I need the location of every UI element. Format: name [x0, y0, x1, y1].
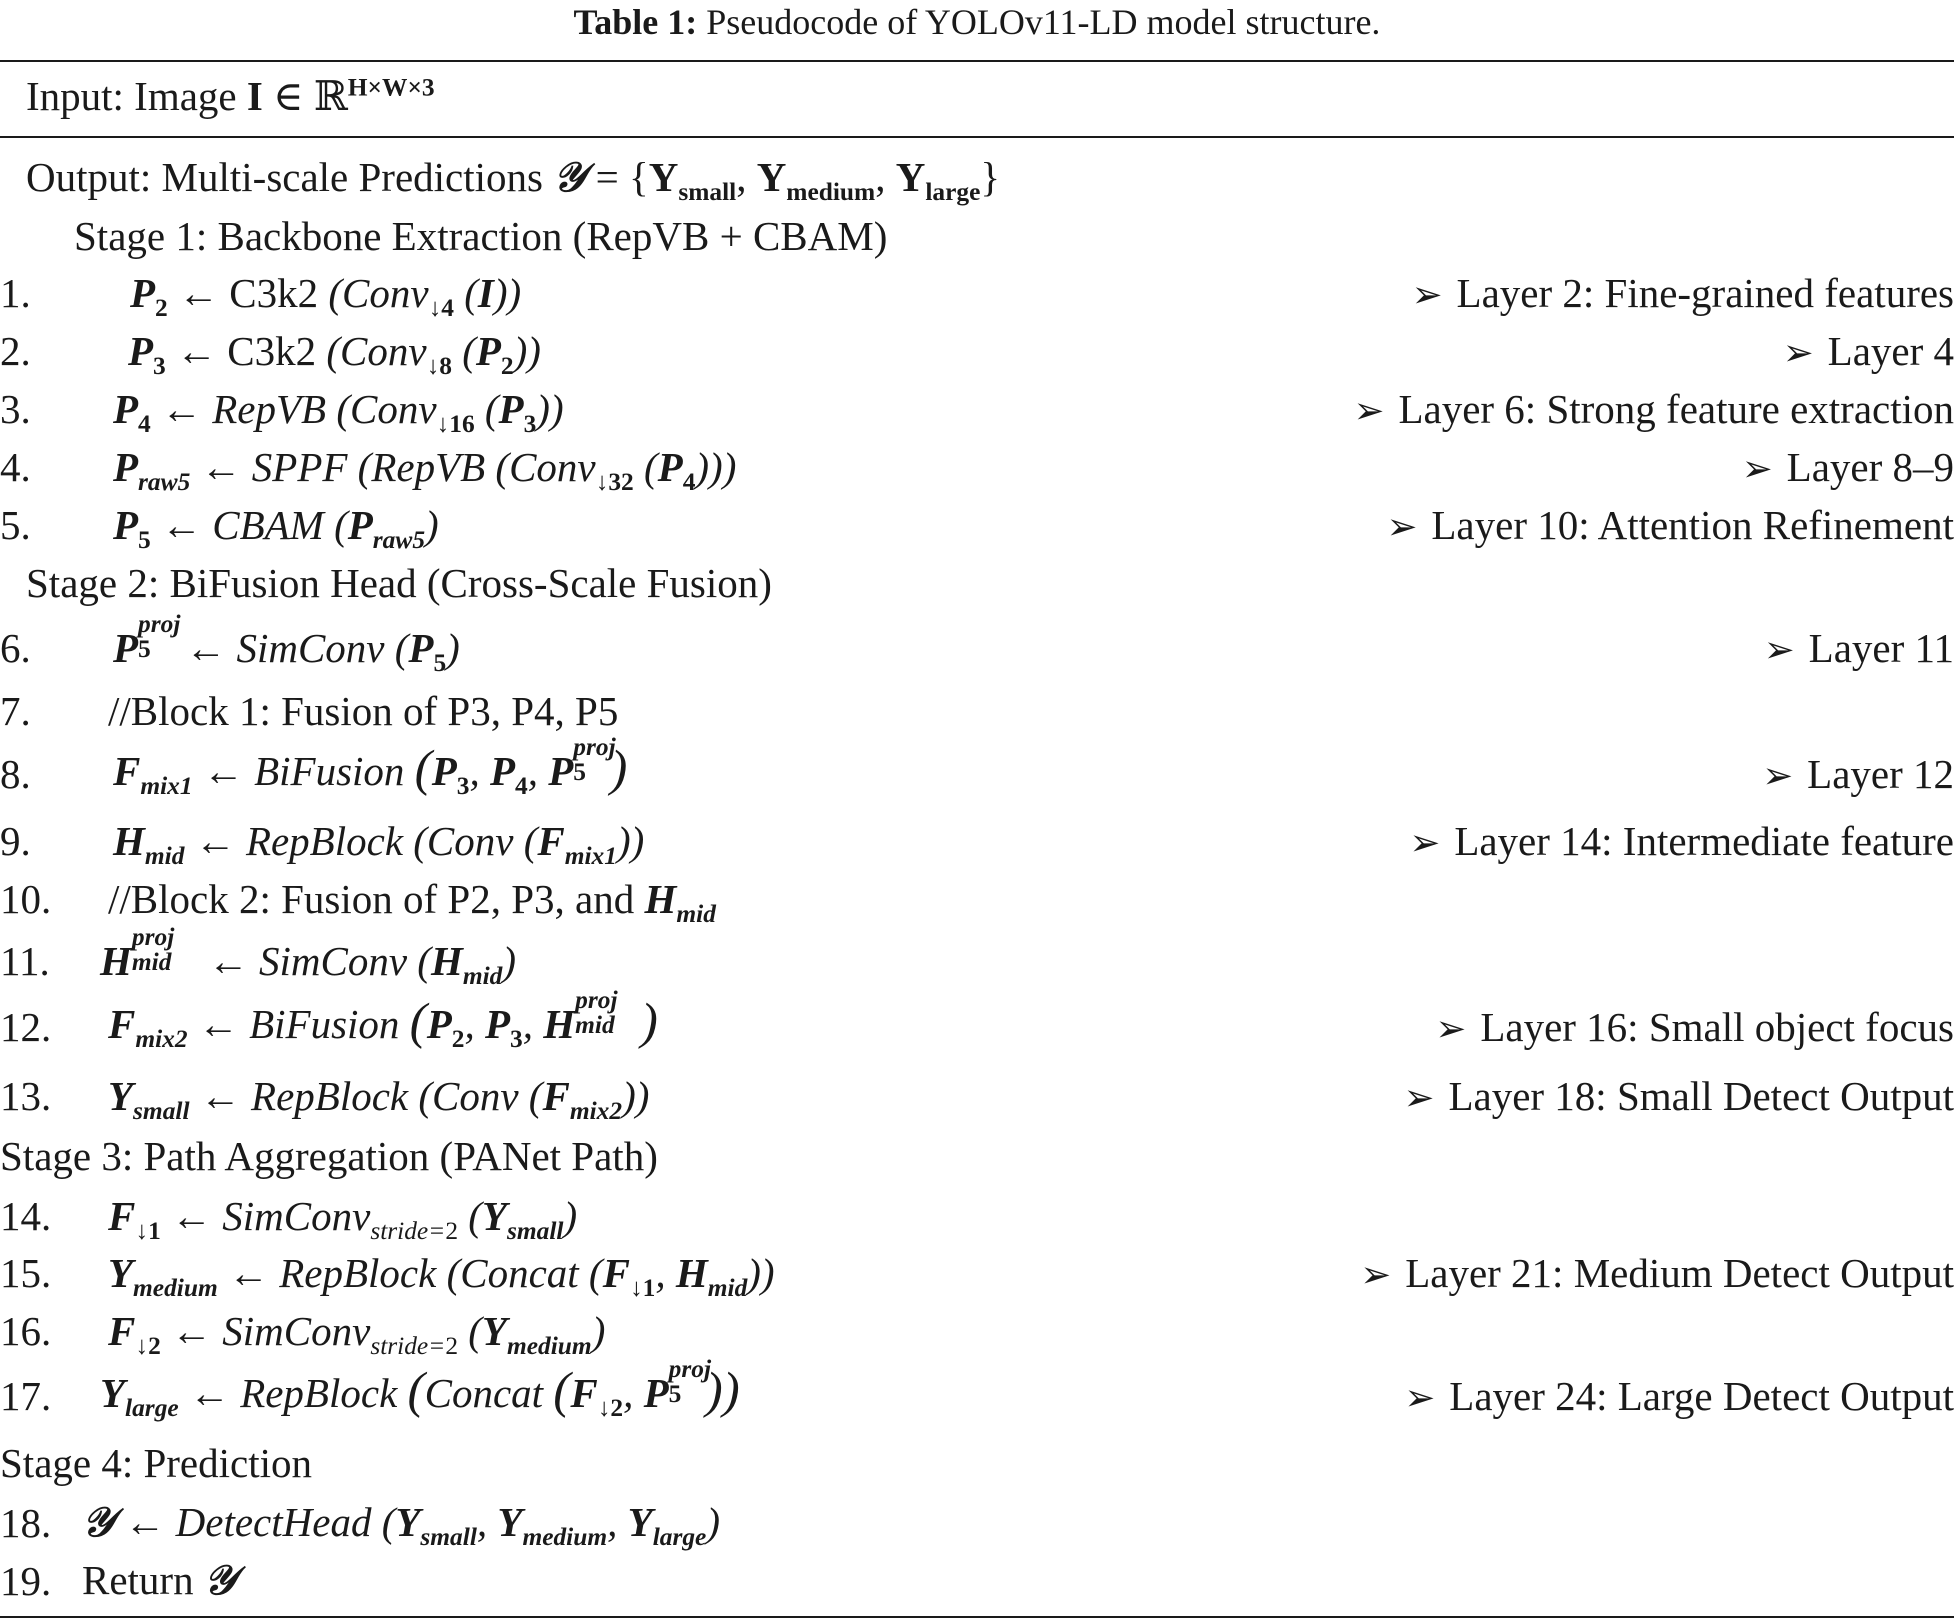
line-number: 12. [0, 1004, 52, 1050]
block-comment: //Block 2: Fusion of P2, P3, and [108, 876, 635, 922]
stage-3-text: Stage 3: Path Aggregation (PANet Path) [0, 1133, 658, 1179]
line-number: 9. [0, 818, 31, 864]
line-number: 4. [0, 444, 31, 490]
input-prefix: Input: Image [26, 73, 237, 119]
line-number: 19. [0, 1558, 52, 1604]
input-symbol: I [246, 73, 263, 119]
arrow-icon: ➢ [1360, 1254, 1392, 1295]
line-number: 17. [0, 1373, 52, 1419]
arrow-icon: ➢ [1762, 755, 1794, 796]
code-line-4: 4. $P_{raw5}$ ← SPPF (RepVB (Conv$_{↓32}$ $(P_4)$)) ➢ Layer 8–9 [0, 444, 1954, 497]
line-comment: ➢ Layer 10: Attention Refinement [1386, 502, 1954, 548]
line-number: 13. [0, 1073, 52, 1119]
arrow-icon: ➢ [1763, 629, 1795, 670]
arrow-icon: ➢ [1353, 390, 1385, 431]
line-comment: ➢ Layer 6: Strong feature extraction [1353, 386, 1954, 432]
input-dims: H×W×3 [347, 73, 435, 102]
code-line-17: 17. $Y_{large}$ ← RepBlock (Concat ($F_{↓2}$, P proj 5 )) ➢ Layer 24: Large Detect Output [0, 1354, 1954, 1423]
input-row [0, 70, 1954, 126]
block-comment: //Block 1: Fusion of P3, P4, P5 [108, 688, 619, 734]
code-line-1: 1. $P_2$ ← C3k2 (Conv$_{↓4}$ (I)) ➢ Layer 2: Fine-grained features [0, 270, 1954, 323]
code-line-10: 10. //Block 2: Fusion of P2, P3, and $H_{mid}$ [0, 876, 716, 929]
line-comment: ➢ Layer 24: Large Detect Output [1404, 1373, 1954, 1419]
code-line-18: 18. 𝒴 ← DetectHead ($Y_{small}$, $Y_{medium}$, $Y_{large}$) [0, 1499, 720, 1552]
code-line-19: 19. Return 𝒴 [0, 1557, 236, 1604]
line-number: 1. [0, 270, 31, 316]
arrow-icon: ➢ [1411, 274, 1443, 315]
output-symbol: 𝒴 [553, 154, 586, 200]
arrow-icon: ➢ [1741, 448, 1773, 489]
top-rule [0, 60, 1954, 62]
line-number: 14. [0, 1193, 52, 1239]
line-comment: ➢ Layer 4 [1782, 328, 1954, 374]
line-comment: ➢ Layer 8–9 [1741, 444, 1954, 490]
arrow-icon: ➢ [1403, 1077, 1435, 1118]
code-line-16: 16. $F_{↓2}$ ← SimConv$_{stride=2}$ $(Y_{medium})$ [0, 1308, 606, 1361]
code-line-13: 13. $Y_{small}$ ← RepBlock (Conv $(F_{mix2})$) ➢ Layer 18: Small Detect Output [0, 1073, 1954, 1126]
arrow-icon: ➢ [1435, 1008, 1467, 1049]
code-line-7 [0, 685, 1954, 741]
arrow-icon: ➢ [1386, 506, 1418, 547]
stage-4-heading [0, 1437, 1954, 1493]
code-line-12: 12. $F_{mix2}$ ← BiFusion ($P_2$, $P_3$, H proj mid ) ➢ Layer 16: Small object focus [0, 985, 1954, 1054]
line-number: 16. [0, 1308, 52, 1354]
table-caption [0, 2, 1954, 42]
line-number: 11. [0, 938, 50, 984]
bottom-rule [0, 1616, 1954, 1618]
output-medium: medium [786, 178, 876, 207]
mid-rule [0, 136, 1954, 138]
code-line-11: 11. H proj mid ← SimConv $(H_{mid})$ [0, 922, 517, 991]
stage-2-heading [0, 557, 1954, 613]
output-large: large [925, 178, 981, 207]
line-number: 3. [0, 386, 31, 432]
line-number: 6. [0, 625, 31, 671]
output-prefix: Output: Multi-scale Predictions [26, 154, 543, 200]
caption-label: Table 1: [573, 2, 698, 42]
line-number: 7. [0, 688, 31, 734]
line-comment: ➢ Layer 12 [1762, 751, 1954, 797]
input-set: ∈ ℝ [273, 73, 348, 119]
output-small: small [678, 178, 737, 207]
line-comment: ➢ Layer 2: Fine-grained features [1411, 270, 1954, 316]
stage-2-text: Stage 2: BiFusion Head (Cross-Scale Fusion) [26, 560, 772, 606]
line-comment: ➢ Layer 16: Small object focus [1435, 1004, 1954, 1050]
arrow-icon: ➢ [1782, 332, 1814, 373]
stage-3-heading [0, 1130, 1954, 1186]
line-number: 5. [0, 502, 31, 548]
arrow-icon: ➢ [1404, 1377, 1436, 1418]
line-comment: ➢ Layer 18: Small Detect Output [1403, 1073, 1954, 1119]
caption-text: Pseudocode of YOLOv11-LD model structure. [706, 2, 1381, 42]
code-line-9: 9. $H_{mid}$ ← RepBlock (Conv $(F_{mix1})$) ➢ Layer 14: Intermediate feature [0, 818, 1954, 871]
code-line-6: 6. P proj 5 ← SimConv $(P_5)$ ➢ Layer 11 [0, 609, 1954, 678]
output-set: = { [595, 154, 649, 200]
code-line-3: 3. $P_4$ ← RepVB (Conv$_{↓16}$ $(P_3)$) ➢ Layer 6: Strong feature extraction [0, 386, 1954, 439]
line-number: 18. [0, 1500, 52, 1546]
output-row: Output: Multi-scale Predictions 𝒴 = {$Y_{small}$, $Y_{medium}$, $Y_{large}$} [26, 154, 1001, 207]
line-number: 2. [0, 328, 31, 374]
output-close: } [980, 154, 1001, 200]
line-comment: ➢ Layer 14: Intermediate feature [1409, 818, 1954, 864]
code-line-15: 15. $Y_{medium}$ ← RepBlock (Concat ($F_{↓1}$, $H_{mid}$)) ➢ Layer 21: Medium Detect Output [0, 1250, 1954, 1303]
return-keyword: Return [82, 1557, 194, 1603]
arrow-icon: ➢ [1409, 822, 1441, 863]
code-line-2: 2. $P_3$ ← C3k2 (Conv$_{↓8}$ $(P_2)$) ➢ Layer 4 [0, 328, 1954, 381]
code-line-14: 14. $F_{↓1}$ ← SimConv$_{stride=2}$ $(Y_{small})$ [0, 1193, 578, 1246]
line-number: 8. [0, 751, 31, 797]
line-number: 10. [0, 876, 52, 922]
line-number: 15. [0, 1250, 52, 1296]
code-line-5: 5. $P_5$ ← CBAM $(P_{raw5})$ ➢ Layer 10: Attention Refinement [0, 502, 1954, 555]
line-comment: ➢ Layer 11 [1763, 625, 1954, 671]
stage-1-text: Stage 1: Backbone Extraction (RepVB + CBAM) [74, 213, 888, 259]
code-line-8: 8. $F_{mix1}$ ← BiFusion ($P_3$, $P_4$, P proj 5 ) ➢ Layer 12 [0, 732, 1954, 801]
stage-4-text: Stage 4: Prediction [0, 1440, 313, 1486]
line-comment: ➢ Layer 21: Medium Detect Output [1360, 1250, 1954, 1296]
stage-1-heading [0, 210, 1954, 266]
